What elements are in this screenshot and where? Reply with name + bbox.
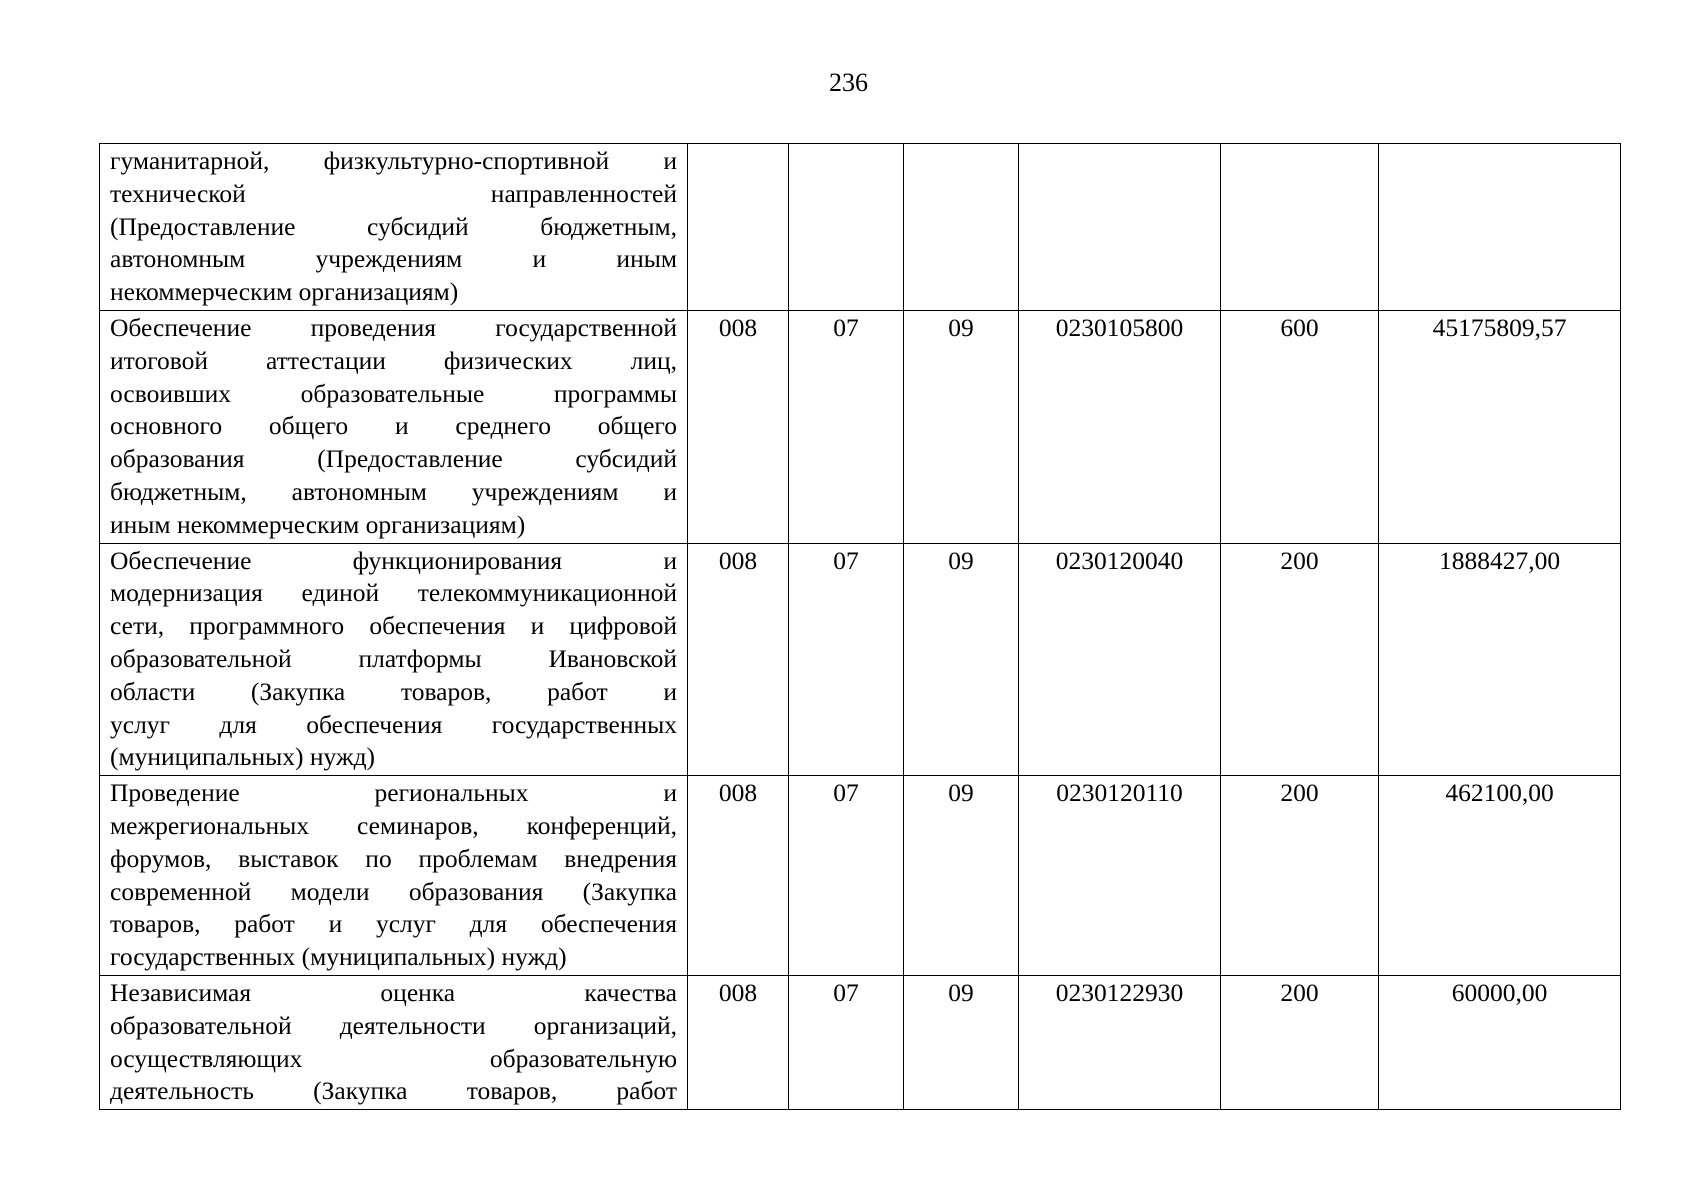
expense-type-cell bbox=[1221, 144, 1379, 311]
description-line: Независимая оценка качества bbox=[110, 977, 677, 1007]
amount-cell: 60000,00 bbox=[1379, 975, 1621, 1109]
description-line: Проведение региональных и bbox=[110, 778, 677, 808]
section-code-cell: 07 bbox=[789, 310, 904, 543]
expense-type-cell: 200 bbox=[1221, 543, 1379, 776]
description-line: образования (Предоставление субсидий bbox=[110, 444, 677, 474]
description-line: Обеспечение функционирования и bbox=[110, 545, 677, 575]
subsection-code-cell: 09 bbox=[904, 310, 1019, 543]
table-row bbox=[100, 310, 1621, 543]
subsection-code-cell: 09 bbox=[904, 543, 1019, 776]
section-code-cell: 07 bbox=[789, 543, 904, 776]
target-article-cell: 0230122930 bbox=[1019, 975, 1221, 1109]
description-line: товаров, работ и услуг для обеспечения bbox=[110, 909, 677, 939]
description-line: технической направленностей bbox=[110, 178, 677, 208]
page-number: 236 bbox=[829, 68, 868, 97]
budget-table bbox=[99, 143, 1621, 1110]
table-row bbox=[100, 543, 1621, 776]
table-row bbox=[100, 975, 1621, 1109]
description-line: сети, программного обеспечения и цифровой bbox=[110, 611, 677, 641]
ministry-code-cell: 008 bbox=[688, 776, 789, 976]
description-line: (Предоставление субсидий бюджетным, bbox=[110, 211, 677, 241]
description-line: освоивших образовательные программы bbox=[110, 378, 677, 408]
subsection-code-cell: 09 bbox=[904, 975, 1019, 1109]
section-code-cell bbox=[789, 144, 904, 311]
description-line: основного общего и среднего общего bbox=[110, 411, 677, 441]
amount-cell bbox=[1379, 144, 1621, 311]
description-line: области (Закупка товаров, работ и bbox=[110, 676, 677, 706]
description-line: межрегиональных семинаров, конференций, bbox=[110, 810, 677, 840]
ministry-code-cell: 008 bbox=[688, 310, 789, 543]
section-code-cell: 07 bbox=[789, 776, 904, 976]
description-line: гуманитарной, физкультурно-спортивной и bbox=[110, 146, 677, 175]
table-row bbox=[100, 144, 1621, 311]
description-line: итоговой аттестации физических лиц, bbox=[110, 345, 677, 375]
description-line: некоммерческим организациям) bbox=[110, 277, 459, 307]
target-article-cell: 0230120110 bbox=[1019, 776, 1221, 976]
description-line: бюджетным, автономным учреждениям и bbox=[110, 476, 677, 506]
expense-type-cell: 200 bbox=[1221, 776, 1379, 976]
description-line: автономным учреждениям и иным bbox=[110, 244, 677, 274]
description-cell bbox=[100, 310, 688, 543]
description-line: (муниципальных) нужд) bbox=[110, 742, 376, 772]
description-line: государственных (муниципальных) нужд) bbox=[110, 942, 567, 972]
description-line: форумов, выставок по проблемам внедрения bbox=[110, 843, 677, 873]
description-line: иным некоммерческим организациям) bbox=[110, 509, 526, 539]
description-line: осуществляющих образовательную bbox=[110, 1043, 677, 1073]
table-body bbox=[100, 144, 1621, 1110]
description-line: образовательной платформы Ивановской bbox=[110, 643, 677, 673]
ministry-code-cell: 008 bbox=[688, 975, 789, 1109]
subsection-code-cell: 09 bbox=[904, 776, 1019, 976]
section-code-cell: 07 bbox=[789, 975, 904, 1109]
expense-type-cell: 600 bbox=[1221, 310, 1379, 543]
description-cell bbox=[100, 975, 688, 1109]
amount-cell: 1888427,00 bbox=[1379, 543, 1621, 776]
description-line: современной модели образования (Закупка bbox=[110, 876, 677, 906]
amount-cell: 462100,00 bbox=[1379, 776, 1621, 976]
description-line: модернизация единой телекоммуникационной bbox=[110, 578, 677, 608]
target-article-cell: 0230105800 bbox=[1019, 310, 1221, 543]
ministry-code-cell: 008 bbox=[688, 543, 789, 776]
description-cell bbox=[100, 144, 688, 311]
description-cell bbox=[100, 543, 688, 776]
description-line: образовательной деятельности организаций, bbox=[110, 1010, 677, 1040]
expense-type-cell: 200 bbox=[1221, 975, 1379, 1109]
table-row bbox=[100, 776, 1621, 976]
target-article-cell bbox=[1019, 144, 1221, 311]
description-line: услуг для обеспечения государственных bbox=[110, 709, 677, 739]
target-article-cell: 0230120040 bbox=[1019, 543, 1221, 776]
description-line: Обеспечение проведения государственной bbox=[110, 312, 677, 342]
amount-cell: 45175809,57 bbox=[1379, 310, 1621, 543]
description-line: деятельность (Закупка товаров, работ bbox=[110, 1076, 677, 1106]
subsection-code-cell bbox=[904, 144, 1019, 311]
description-cell bbox=[100, 776, 688, 976]
ministry-code-cell bbox=[688, 144, 789, 311]
